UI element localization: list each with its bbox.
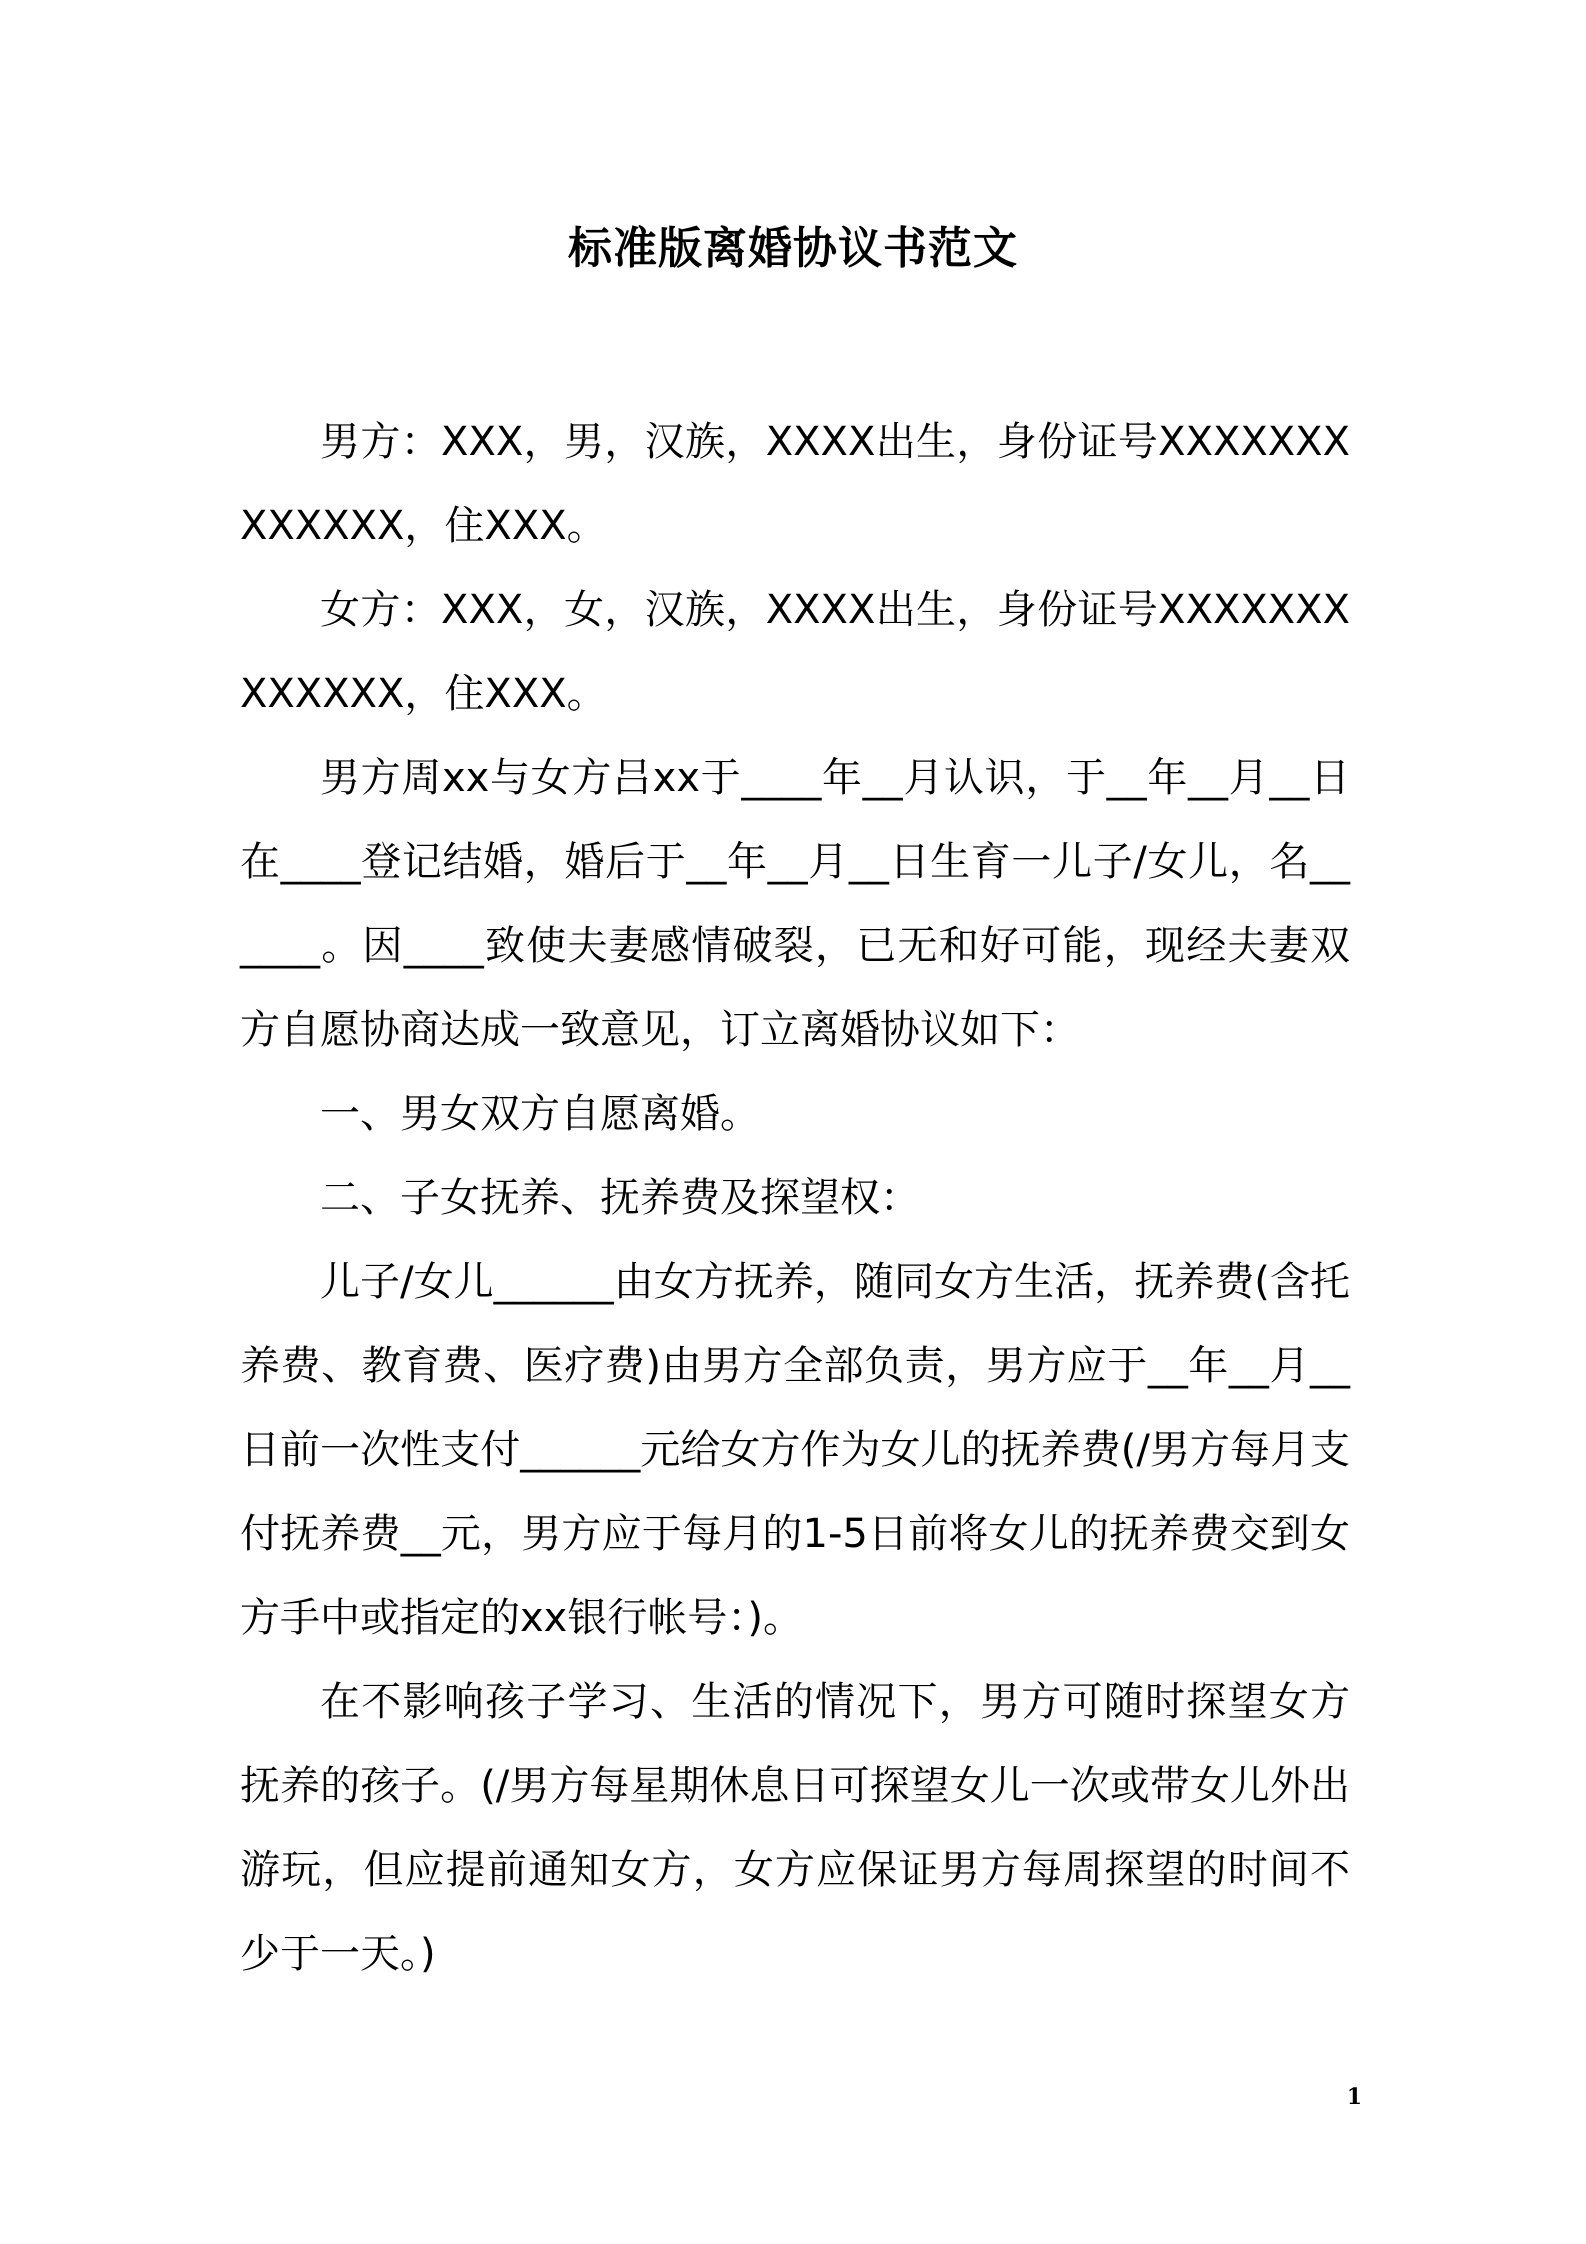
clause-2-heading: 二、子女抚养、抚养费及探望权：: [320, 1175, 920, 1221]
document-body: [240, 400, 1350, 1996]
clause-1-divorce: 一、男女双方自愿离婚。: [320, 1091, 760, 1137]
page-number: 1: [1346, 2084, 1362, 2110]
paragraph-female-party: 女方：XXX，女，汉族，XXXX出生，身份证号XXXXXXXXXXXXX，住XXX。: [240, 587, 1350, 717]
paragraph-marriage-background: 男方周xx与女方吕xx于____年__月认识，于__年__月__日在____登记结婚，婚后于__年__月__日生育一儿子/女儿，名______。因____致使夫妻感情破裂，已无和好可能，现经夫妻双方自愿协商达成一致意见，订立离婚协议如下：: [240, 755, 1350, 1053]
paragraph-male-party: 男方：XXX，男，汉族，XXXX出生，身份证号XXXXXXXXXXXXX，住XXX。: [240, 419, 1350, 549]
document-title: 标准版离婚协议书范文: [568, 223, 1018, 274]
paragraph-child-support: 儿子/女儿______由女方抚养，随同女方生活，抚养费(含托养费、教育费、医疗费)由男方全部负责，男方应于__年__月__日前一次性支付______元给女方作为女儿的抚养费(/男方每月支付抚养费__元，男方应于每月的1-5日前将女儿的抚养费交到女方手中或指定的xx银行帐号：)。: [240, 1259, 1350, 1641]
paragraph-visitation: 在不影响孩子学习、生活的情况下，男方可随时探望女方抚养的孩子。(/男方每星期休息日可探望女儿一次或带女儿外出游玩，但应提前通知女方，女方应保证男方每周探望的时间不少于一天。): [240, 1679, 1350, 1977]
